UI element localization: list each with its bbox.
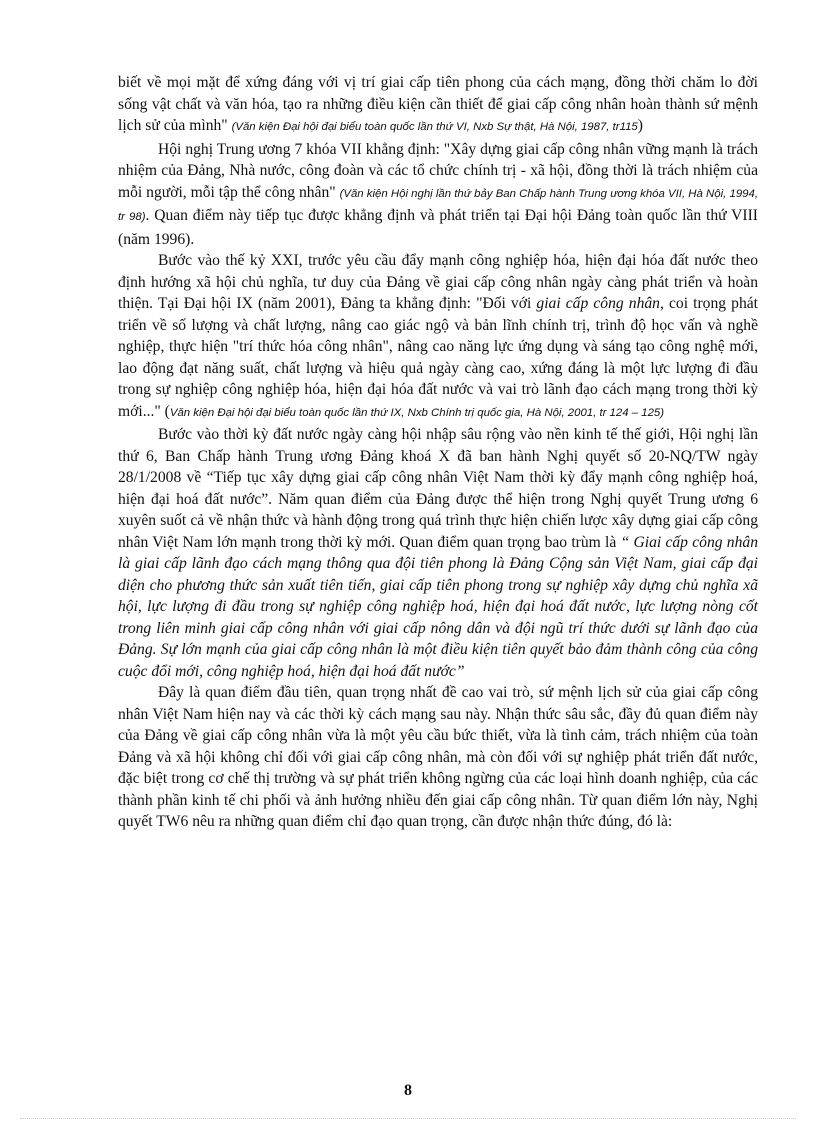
paragraph-3	[118, 250, 758, 424]
citation: Văn kiện Đại hội đại biểu toàn quốc lần thứ IX, Nxb Chính trị quốc gia, Hà Nội, 2001, tr 124 – 125)	[169, 406, 665, 419]
paragraph-1	[118, 72, 758, 139]
citation: (Văn kiện Đại hội đại biểu toàn quốc lần thứ VI, Nxb Sự thật, Hà Nội, 1987, tr115	[231, 121, 638, 133]
paragraph-text: , coi trọng phát triển về số lượng và chất lượng, nâng cao giác ngộ và bản lĩnh chính trị, trình độ học vấn và nghề nghiệp, thực hiện "trí thức hóa công nhân", nâng cao năng lực ứng dụng và sáng tạo công nghệ mới, lao động đạt năng suất, chất lượng và hiệu quả ngày càng cao, xứng đáng là một lực lượng đi đầu trong sự nghiệp công nghiệp hóa, hiện đại hóa đất nước và vai trò lãnh đạo cách mạng trong thời kỳ mới..." (	[118, 295, 758, 420]
document-page	[118, 72, 758, 833]
citation: (Văn kiện Hội nghị lần thứ bảy Ban Chấp hành Trung ương khóa VII, Hà Nội, 1994, tr 98)	[118, 187, 758, 223]
page-bottom-divider	[20, 1118, 796, 1119]
paragraph-4	[118, 424, 758, 682]
paragraph-2	[118, 139, 758, 251]
paragraph-text: . Quan điểm này tiếp tục được khẳng định và phát triển tại Đại hội Đảng toàn quốc lần thứ VIII (năm 1996).	[118, 207, 758, 248]
paragraph-5	[118, 682, 758, 833]
emphasis-text: giai cấp công nhân	[536, 295, 660, 312]
page-number: 8	[404, 1082, 412, 1099]
quote-text: “ Giai cấp công nhân là giai cấp lãnh đạo cách mạng thông qua đội tiên phong là Đảng Cộng sản Việt Nam, giai cấp đại diện cho phương thức sản xuất tiên tiến, giai cấp tiên phong trong sự nghiệp xây dựng chủ nghĩa xã hội, lực lượng đi đầu trong sự nghiệp công nghiệp hoá, hiện đại hoá đất nước, lực lượng nòng cốt trong liên minh giai cấp công nhân với giai cấp nông dân và đội ngũ trí thức dưới sự lãnh đạo của Đảng. Sự lớn mạnh của giai cấp công nhân là một điều kiện tiên quyết bảo đảm thành công của công cuộc đổi mới, công nghiệp hoá, hiện đại hoá đất nước”	[118, 533, 758, 680]
paragraph-text: biết về mọi mặt để xứng đáng với vị trí giai cấp tiên phong của cách mạng, đồng thời chăm lo đời sống vật chất và văn hóa, tạo ra những điều kiện cần thiết để giai cấp công nhân hoàn thành sứ mệnh lịch sử của mình"	[118, 74, 758, 134]
paragraph-text: )	[637, 117, 643, 134]
paragraph-text: Hội nghị Trung ương 7 khóa VII khẳng định: "Xây dựng giai cấp công nhân vững mạnh là trách nhiệm của Đảng, Nhà nước, công đoàn và các tổ chức chính trị - xã hội, đồng thời là trách nhiệm của mỗi người, mỗi tập thể công nhân"	[118, 140, 758, 201]
paragraph-text: Bước vào thế kỷ XXI, trước yêu cầu đẩy mạnh công nghiệp hóa, hiện đại hóa đất nước theo định hướng xã hội chủ nghĩa, tư duy của Đảng về giai cấp công nhân ngày càng phát triển và hoàn thiện. Tại Đại hội IX (năm 2001), Đảng ta khẳng định: "Đối với	[118, 252, 758, 312]
paragraph-text: Bước vào thời kỳ đất nước ngày càng hội nhập sâu rộng vào nền kinh tế thế giới, Hội nghị lần thứ 6, Ban Chấp hành Trung ương Đảng khoá X đã ban hành Nghị quyết số 20-NQ/TW ngày 28/1/2008 về “Tiếp tục xây dựng giai cấp công nhân Việt Nam thời kỳ đẩy mạnh công nghiệp hoá, hiện đại hoá đất nước”. Năm quan điểm của Đảng được thể hiện trong Nghị quyết Trung ương 6 xuyên suốt cả về nhận thức và hành động trong quá trình thực hiện chiến lược xây dựng giai cấp công nhân Việt Nam lớn mạnh trong thời kỳ mới. Quan điểm quan trọng bao trùm là	[118, 426, 758, 551]
paragraph-text: Đây là quan điểm đầu tiên, quan trọng nhất đề cao vai trò, sứ mệnh lịch sử của giai cấp công nhân Việt Nam hiện nay và các thời kỳ cách mạng sau này. Nhận thức sâu sắc, đầy đủ quan điểm này của Đảng về giai cấp công nhân vừa là một yêu cầu bức thiết, vừa là tình cảm, trách nhiệm của toàn Đảng và xã hội không chỉ đối với giai cấp công nhân, mà còn đối với sự nghiệp phát triển đất nước, đặc biệt trong cơ chế thị trường và sự phát triển không ngừng của các loại hình doanh nghiệp, của các thành phần kinh tế chi phối và ảnh hưởng nhiều đến giai cấp công nhân. Từ quan điểm lớn này, Nghị quyết TW6 nêu ra những quan điểm chỉ đạo quan trọng, cần được nhận thức đúng, đó là:	[118, 684, 758, 830]
